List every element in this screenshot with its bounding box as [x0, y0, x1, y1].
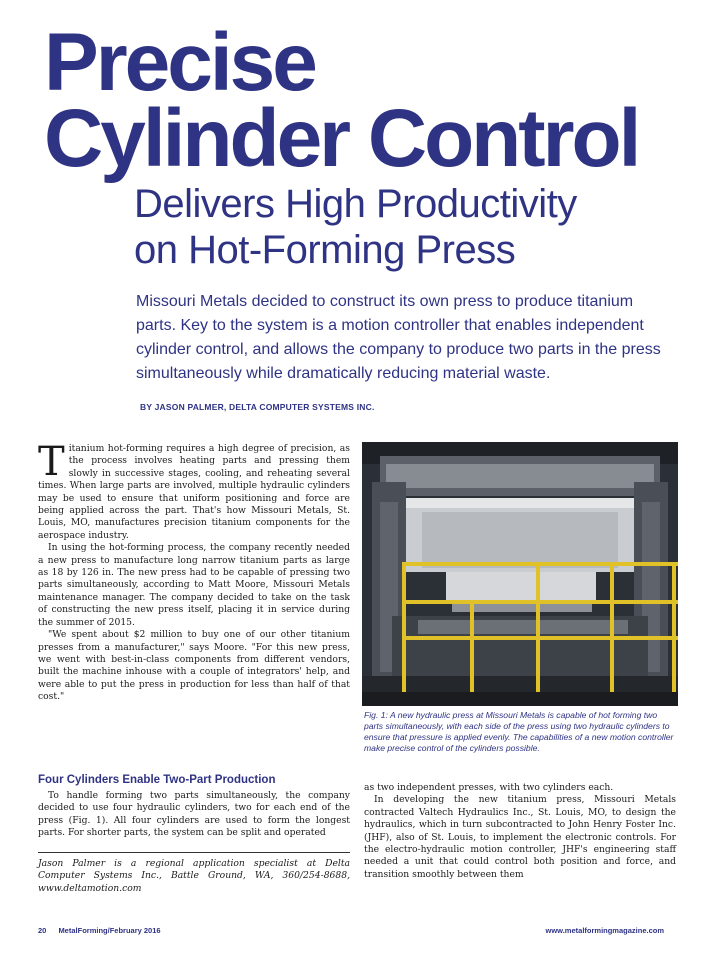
hydraulic-press-image	[362, 442, 678, 706]
paragraph	[38, 439, 350, 542]
author-bio: Jason Palmer is a regional application specialist at Delta Computer Systems Inc., Battle Ground, WA, 360/254-8688, www.deltamotion.com	[38, 858, 350, 894]
article-subtitle-line2: on Hot-Forming Press	[134, 228, 516, 272]
paragraph: In using the hot-forming process, the company recently needed a new press to manufacture long narrow titanium parts as large as 18 by 126 in. The new press had to be capable of pressing two parts simultaneously, according to Matt Moore, Missouri Metals maintenance manager. The company decided to take on the task of constructing the new press itself, placing it in service during the summer of 2015.	[38, 542, 350, 628]
paragraph-text: itanium hot-forming requires a high degree of precision, as the process involves heating parts and pressing them slowly in successive stages, cooling, and reheating several times. When large parts are involved, multiple hydraulic cylinders may be used to ensure that uniform positioning and force are being applied across the part. That's how Missouri Metals, St. Louis, MO, manufactures precision titanium components for the aerospace industry.	[38, 443, 350, 541]
paragraph: In developing the new titanium press, Missouri Metals contracted Valtech Hydraulics Inc., St. Louis, MO, to design the hydraulics, which in turn subcontracted to John Henry Foster Inc. (JHF), also of St. Louis, to implement the electronic controls. For the electro-hydraulic motion controller, JHF's engineering staff needed a unit that could control both position and force, and transition smoothly between them	[364, 794, 676, 880]
article-byline: BY JASON PALMER, DELTA COMPUTER SYSTEMS INC.	[140, 402, 375, 412]
page-number: 20	[38, 926, 47, 935]
left-column-continued	[38, 790, 350, 840]
photo-caption: Fig. 1: A new hydraulic press at Missouri Metals is capable of hot forming two parts simultaneously, with each side of the press using two hydraulic cylinders to ensure that pressure is applied evenly. The capabilities of a new motion controller make precise control of the cylinders possible.	[364, 710, 674, 753]
article-deck: Missouri Metals decided to construct its own press to produce titanium parts. Key to the system is a motion controller that enables independent cylinder control, and allows the company to produce two parts in the press simultaneously while dramatically reducing material waste.	[136, 293, 661, 382]
drop-cap: T	[38, 439, 65, 485]
paragraph: To handle forming two parts simultaneously, the company decided to use four hydraulic cylinders, two for each end of the press (Fig. 1). All four cylinders are used to form the longest parts. For shorter parts, the system can be split and operated	[38, 790, 350, 839]
right-column	[364, 782, 676, 881]
article-title-line2: Cylinder Control	[44, 93, 639, 184]
article-title-line1: Precise	[44, 17, 315, 108]
bio-rule	[38, 852, 350, 853]
paragraph: as two independent presses, with two cylinders each.	[364, 782, 614, 793]
publication-issue: MetalForming/February 2016	[58, 926, 161, 935]
press-photo	[362, 442, 678, 706]
section-heading: Four Cylinders Enable Two-Part Production	[38, 774, 276, 786]
left-column	[38, 439, 350, 704]
article-subtitle-line1: Delivers High Productivity	[134, 182, 577, 226]
footer-right: www.metalformingmagazine.com	[545, 926, 664, 935]
footer-left	[38, 926, 161, 935]
paragraph: "We spent about $2 million to buy one of our other titanium presses from a manufacturer," says Moore. "For this new press, we went with best-in-class components from different vendors, built the machine inhouse with a couple of integrators' help, and were able to put the press in production for less than half of that cost."	[38, 629, 350, 703]
